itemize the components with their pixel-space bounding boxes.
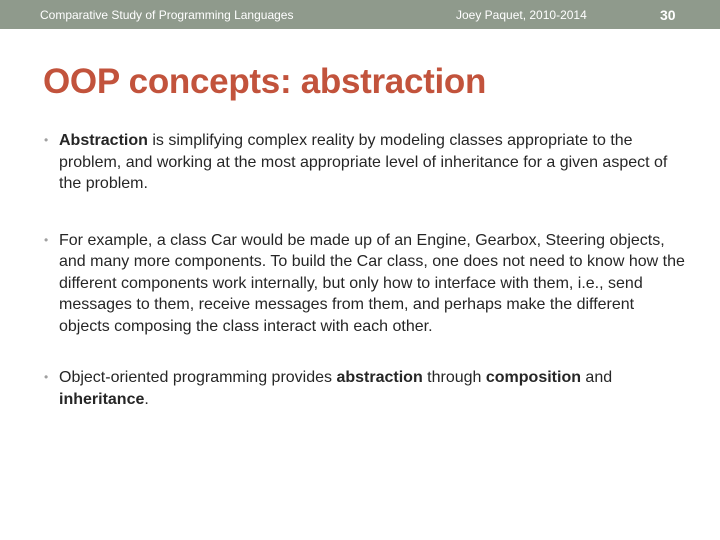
bullet-item-abstraction [44, 130, 689, 195]
page-number: 30 [660, 7, 676, 23]
term-composition: composition [485, 369, 581, 386]
bullet-icon: • [44, 133, 49, 147]
bullet-text: is simplifying complex reality by modeling classes appropriate to the problem, and working at the most appropriate level of inheritance for a given aspect of the problem. [59, 132, 668, 192]
bullet-item-oop [44, 367, 689, 410]
bullet-text: For example, a class Car would be made up of an Engine, Gearbox, Steering objects, and many more components. To build the Car class, one does not need to know how the different components work internally, but only how to interface with them, i.e., send messages to them, receive messages from them, and perhaps make the different objects composing the class interact with each other. [59, 231, 685, 335]
author-credit: Joey Paquet, 2010-2014 [456, 8, 587, 22]
term-inheritance: inheritance [59, 390, 145, 408]
bullet-text: Object-oriented programming provides [59, 369, 337, 386]
bullet-list [44, 130, 689, 410]
bullet-icon: • [44, 232, 49, 247]
term-abstraction: Abstraction [59, 132, 148, 149]
bullet-item-example [44, 230, 689, 338]
header-bar [0, 0, 720, 29]
term-abstraction: abstraction [336, 369, 423, 386]
bullet-text: through [422, 369, 486, 386]
course-title: Comparative Study of Programming Languages [40, 8, 294, 22]
slide-title: OOP concepts: abstraction [43, 62, 487, 101]
bullet-icon: • [44, 370, 49, 384]
bullet-text: . [144, 390, 149, 408]
bullet-text: and [580, 369, 613, 386]
